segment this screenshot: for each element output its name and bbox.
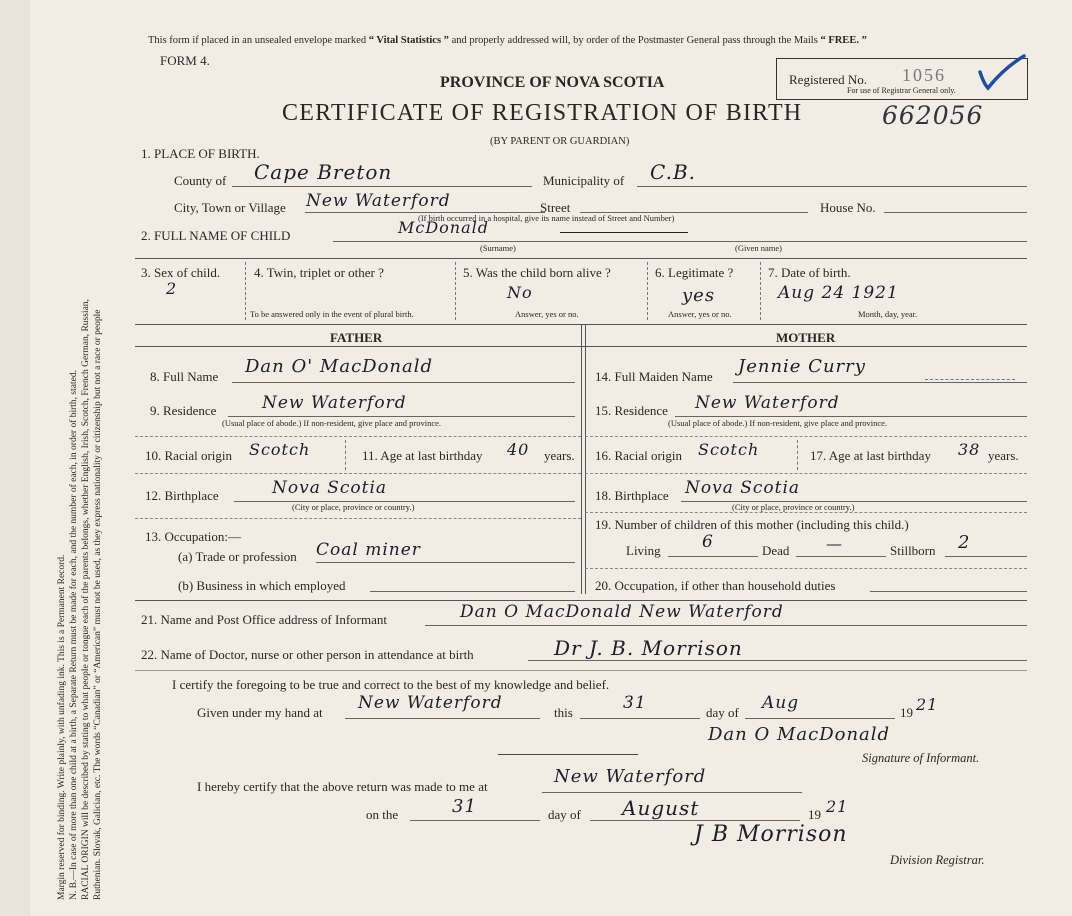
stillborn-line — [945, 556, 1027, 557]
doctor-label: 22. Name of Doctor, nurse or other person in attendance at birth — [141, 647, 474, 662]
mother-residence-label: 15. Residence — [595, 403, 668, 418]
cert-day-value: 31 — [623, 693, 647, 713]
handwritten-dash — [560, 232, 688, 233]
informant-signature: Dan O MacDonald — [708, 724, 891, 745]
registrar-signature: J B Morrison — [694, 822, 848, 847]
father-racial-rule — [135, 436, 581, 437]
mail-note — [148, 35, 867, 46]
dead-label: Dead — [762, 543, 790, 558]
col-divider-6 — [760, 262, 761, 320]
this-label: this — [554, 705, 573, 720]
given-name-caption: (Given name) — [735, 243, 782, 253]
parents-center-divider — [581, 324, 582, 594]
father-age-label: 11. Age at last birthday — [362, 448, 483, 463]
father-heading: FATHER — [330, 330, 383, 345]
legitimate-value: yes — [682, 285, 716, 306]
registrar-month-value: August — [622, 796, 700, 820]
county-label: County of — [174, 173, 227, 188]
father-name-label: 8. Full Name — [150, 369, 219, 384]
city-label: City, Town or Village — [174, 200, 286, 215]
mother-racial-rule — [585, 436, 1027, 437]
registered-label: Registered No. — [789, 72, 867, 87]
father-business-label: (b) Business in which employed — [178, 578, 346, 593]
margin-note-line-4: Ruthenian. Slovak, Galician, etc. The words “Canadian” or “American” must not be used, as they express nationality or citizenship but not a race or people — [93, 309, 103, 900]
father-trade-line — [316, 562, 575, 563]
mother-birthplace-label: 18. Birthplace — [595, 488, 669, 503]
stillborn-label: Stillborn — [890, 543, 936, 558]
mail-note-mid: and properly addressed will, by order of the Postmaster General pass through the Mails — [451, 35, 818, 46]
father-occupation-rule — [135, 518, 581, 519]
cert-year-prefix: 19 — [900, 705, 913, 720]
father-residence-note: (Usual place of abode.) If non-resident, give place and province. — [222, 418, 442, 428]
mother-racial-divider — [797, 440, 798, 470]
cert-month-line — [745, 718, 895, 719]
born-alive-note: Answer, yes or no. — [515, 309, 579, 319]
margin-note-line-3: RACIAL ORIGIN will be described by stating to what people or tongue each of the parents belongs, whether English, Irish, Scotch, French German, Russian, — [81, 299, 91, 900]
registrar-place-value: New Waterford — [554, 766, 707, 787]
check-mark-icon — [976, 54, 1028, 92]
child-name-line — [333, 241, 1027, 242]
father-residence-line — [228, 416, 575, 417]
child-surname-value: McDonald — [398, 218, 490, 237]
parents-heading-rule — [135, 346, 1027, 347]
place-of-birth-heading: 1. PLACE OF BIRTH. — [141, 146, 260, 161]
on-the-label: on the — [366, 807, 399, 822]
cert-year-value: 21 — [916, 695, 939, 714]
mother-children-label: 19. Number of children of this mother (including this child.) — [595, 517, 909, 532]
mother-racial-value: Scotch — [698, 440, 760, 459]
side-margin-notes — [56, 20, 104, 900]
given-place-value: New Waterford — [358, 693, 503, 713]
house-number-line — [884, 212, 1027, 213]
given-place-line — [345, 718, 540, 719]
father-trade-label: (a) Trade or profession — [178, 549, 297, 564]
father-residence-value: New Waterford — [262, 393, 407, 413]
mother-age-value: 38 — [958, 440, 981, 459]
col-divider-3 — [245, 262, 246, 320]
mother-age-suffix: years. — [988, 448, 1019, 463]
mail-note-pre: This form if placed in an unsealed envelope marked — [148, 35, 367, 46]
mother-occupation-rule — [585, 568, 1027, 569]
father-birthplace-label: 12. Birthplace — [145, 488, 219, 503]
margin-note-line-2: N. B.—In case of more than one child at a birth, a Separate Return must be made for each, and the number of each, in order of birth, stated. — [69, 370, 79, 900]
house-number-label: House No. — [820, 200, 876, 215]
father-residence-label: 9. Residence — [150, 403, 217, 418]
informant-line — [425, 625, 1027, 626]
informant-signature-caption: Signature of Informant. — [862, 751, 980, 765]
mail-note-free: “ FREE. ” — [820, 35, 867, 46]
informant-label: 21. Name and Post Office address of Informant — [141, 612, 387, 627]
mother-birthplace-note: (City or place, province or country.) — [732, 502, 855, 512]
binding-margin — [0, 0, 30, 916]
mother-name-line — [733, 382, 1027, 383]
county-line — [232, 186, 532, 187]
father-name-value: Dan O' MacDonald — [245, 356, 434, 377]
mother-residence-value: New Waterford — [695, 393, 840, 413]
twin-label: 4. Twin, triplet or other ? — [254, 265, 384, 280]
father-birthplace-note: (City or place, province or country.) — [292, 502, 415, 512]
parents-rule-bottom — [135, 600, 1027, 601]
mother-age-label: 17. Age at last birthday — [810, 448, 931, 463]
father-business-line — [370, 591, 575, 592]
col-divider-4 — [455, 262, 456, 320]
date-of-birth-value: Aug 24 1921 — [778, 283, 899, 303]
father-racial-label: 10. Racial origin — [145, 448, 233, 463]
registrar-statement: I hereby certify that the above return was made to me at — [197, 779, 488, 794]
father-occupation-label: 13. Occupation:— — [145, 529, 242, 544]
row-rule-top — [135, 258, 1027, 259]
surname-caption: (Surname) — [480, 243, 516, 253]
registered-value: 1056 — [902, 65, 946, 85]
father-age-value: 40 — [507, 440, 530, 459]
cert-month-value: Aug — [762, 693, 800, 713]
mother-residence-note: (Usual place of abode.) If non-resident, give place and province. — [668, 418, 888, 428]
mother-birthplace-value: Nova Scotia — [685, 478, 801, 498]
certification-rule — [135, 670, 1027, 671]
mother-occupation-line — [870, 591, 1027, 592]
sex-label: 3. Sex of child. — [141, 265, 221, 280]
dead-line — [796, 556, 886, 557]
father-name-line — [232, 382, 575, 383]
mother-racial-label: 16. Racial origin — [595, 448, 683, 463]
living-value: 6 — [702, 532, 714, 552]
parents-center-divider-2 — [585, 324, 586, 594]
cert-day-of-label: day of — [706, 705, 739, 720]
given-under-label: Given under my hand at — [197, 705, 323, 720]
father-age-suffix: years. — [544, 448, 575, 463]
father-racial-divider — [345, 440, 346, 470]
handwritten-number: 662056 — [882, 101, 984, 130]
mother-children-rule — [585, 512, 1027, 513]
father-trade-value: Coal miner — [316, 540, 421, 560]
mother-heading: MOTHER — [776, 330, 836, 345]
certify-statement: I certify the foregoing to be true and correct to the best of my knowledge and belief. — [172, 677, 610, 692]
registrar-month-line — [590, 820, 800, 821]
legitimate-note: Answer, yes or no. — [668, 309, 732, 319]
doctor-line — [528, 660, 1027, 661]
dead-value: — — [826, 534, 843, 553]
registrar-year-prefix: 19 — [808, 807, 821, 822]
municipality-label: Municipality of — [543, 173, 625, 188]
mother-name-value: Jennie Curry — [738, 356, 866, 377]
informant-signature-line-left — [498, 754, 638, 755]
page-title: CERTIFICATE OF REGISTRATION OF BIRTH — [282, 100, 803, 126]
living-line — [668, 556, 758, 557]
twin-note: To be answered only in the event of plural birth. — [250, 309, 414, 319]
mother-name-label: 14. Full Maiden Name — [595, 369, 713, 384]
date-of-birth-note: Month, day, year. — [858, 309, 918, 319]
registrar-day-of-label: day of — [548, 807, 581, 822]
hospital-note: (If birth occurred in a hospital, give its name instead of Street and Number) — [418, 213, 675, 223]
col-divider-5 — [647, 262, 648, 320]
sex-value: 2 — [166, 279, 178, 298]
father-birthplace-rule — [135, 473, 581, 474]
registrar-year-value: 21 — [826, 797, 849, 816]
province-heading: PROVINCE OF NOVA SCOTIA — [440, 74, 665, 91]
child-name-label: 2. FULL NAME OF CHILD — [141, 228, 291, 243]
municipality-line — [637, 186, 1027, 187]
mail-note-vital: “ Vital Statistics ” — [368, 35, 449, 46]
city-value: New Waterford — [306, 191, 451, 211]
registrar-day-value: 31 — [452, 796, 477, 817]
legitimate-label: 6. Legitimate ? — [655, 265, 734, 280]
doctor-value: Dr J. B. Morrison — [554, 636, 743, 660]
page-subtitle: (BY PARENT OR GUARDIAN) — [490, 136, 630, 147]
registrar-caption: Division Registrar. — [890, 853, 985, 867]
mother-birthplace-rule — [585, 473, 1027, 474]
born-alive-label: 5. Was the child born alive ? — [463, 265, 611, 280]
registrar-place-line — [542, 792, 802, 793]
informant-value: Dan O MacDonald New Waterford — [460, 602, 784, 622]
cert-day-line — [580, 718, 700, 719]
mother-residence-line — [675, 416, 1027, 417]
born-alive-value: No — [507, 283, 533, 302]
date-of-birth-label: 7. Date of birth. — [768, 265, 851, 280]
registrar-use-note: For use of Registrar General only. — [847, 86, 956, 95]
father-racial-value: Scotch — [249, 440, 311, 459]
blue-stroke-mark — [925, 379, 1015, 380]
stillborn-value: 2 — [958, 532, 971, 553]
street-label: Street — [540, 200, 571, 215]
living-label: Living — [626, 543, 661, 558]
mother-occupation-label: 20. Occupation, if other than household duties — [595, 578, 836, 593]
margin-note-line-1: Margin reserved for binding. Write plainly, with unfading ink. This is a Permanent Record. — [57, 554, 67, 900]
father-birthplace-value: Nova Scotia — [272, 478, 388, 498]
county-value: Cape Breton — [254, 160, 393, 184]
registrar-day-line — [410, 820, 540, 821]
municipality-value: C.B. — [650, 160, 697, 184]
form-number: FORM 4. — [160, 53, 210, 68]
